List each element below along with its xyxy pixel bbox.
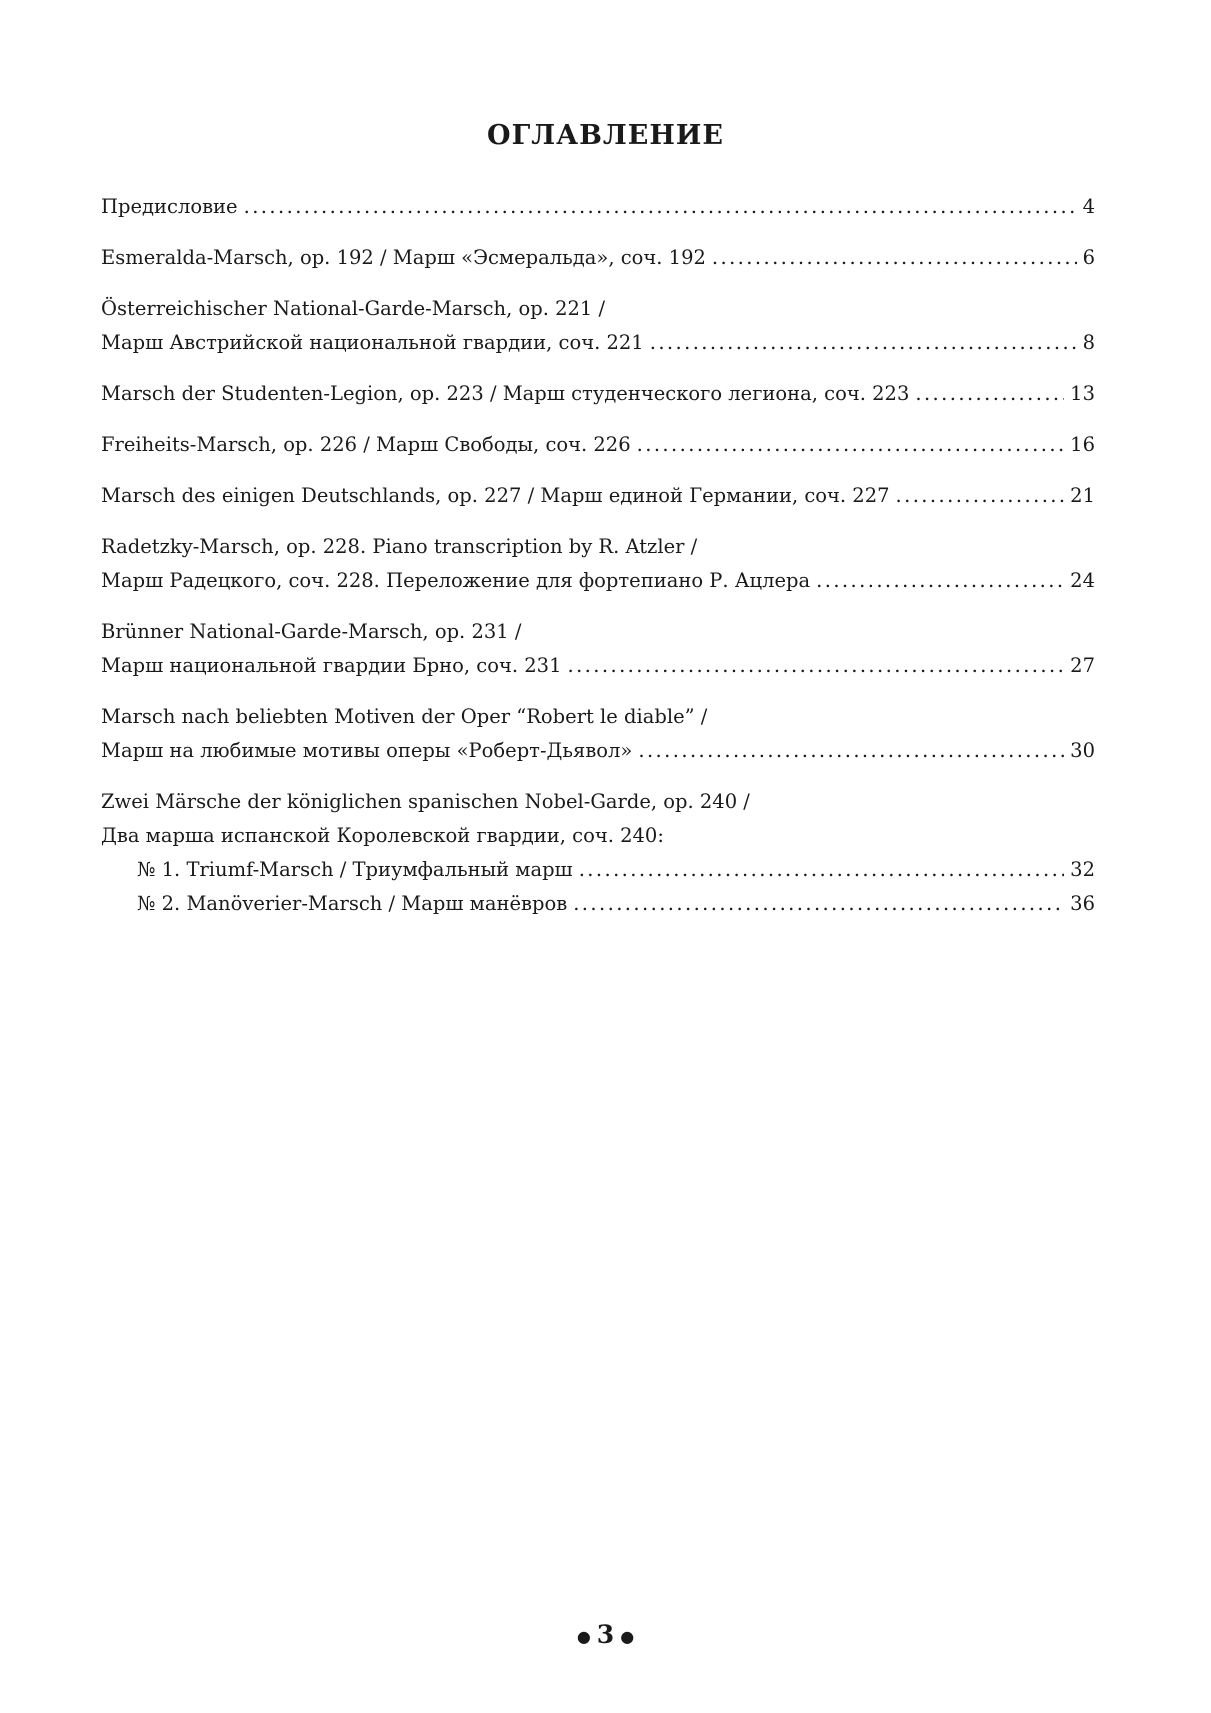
toc-line [101,241,1095,275]
dot-leader [650,326,1077,360]
dot-leader [638,734,1064,768]
toc-entry-title: Radetzky-Marsch, op. 228. Piano transcription by R. Atzler / [101,535,698,558]
toc-entry-title: Österreichischer National-Garde-Marsch, op. 221 / [101,297,606,320]
toc-page-number: 6 [1082,246,1095,269]
toc-page-number: 13 [1070,382,1095,405]
toc-line [101,326,1095,360]
toc-line [101,564,1095,598]
page-number-footer [0,1620,1211,1649]
dot-leader [573,887,1064,921]
toc-entry-title: Предисловие [101,195,238,218]
toc-line [101,377,1095,411]
table-of-contents [101,190,1095,927]
toc-entry-title: Marsch der Studenten-Legion, op. 223 / Марш студенческого легиона, соч. 223 [101,382,910,405]
bullet-icon: ● [620,1627,635,1646]
dot-leader [579,853,1064,887]
toc-page-number: 24 [1070,569,1095,592]
toc-page-number: 30 [1070,739,1095,762]
bullet-icon: ● [576,1627,591,1646]
toc-line [101,649,1095,683]
toc-sub-entry-manoverier[interactable] [101,887,1095,921]
toc-line [101,428,1095,462]
toc-line [101,734,1095,768]
toc-line [101,292,1095,326]
toc-entry-subtitle: Марш Австрийской национальной гвардии, соч. 221 [101,331,644,354]
dot-leader [712,241,1077,275]
toc-entry-studenten-legion[interactable] [101,377,1095,411]
dot-leader [915,377,1064,411]
toc-page-number: 16 [1070,433,1095,456]
dot-leader [816,564,1064,598]
toc-page-number: 21 [1070,484,1095,507]
toc-line [101,785,1095,819]
toc-entry-nobel-garde [101,785,1095,921]
dot-leader [637,428,1065,462]
toc-page-number: 32 [1070,858,1095,881]
toc-page-number: 36 [1070,892,1095,915]
toc-entry-title: Brünner National-Garde-Marsch, op. 231 / [101,620,522,643]
dot-leader [896,479,1065,513]
toc-entry-title: Marsch nach beliebten Motiven der Oper “Robert le diable” / [101,705,708,728]
page-title: ОГЛАВЛЕНИЕ [487,120,724,151]
toc-entry-robert-le-diable[interactable] [101,700,1095,768]
toc-entry-freiheits[interactable] [101,428,1095,462]
folio-number: 3 [596,1620,615,1649]
toc-line [101,819,1095,853]
toc-entry-title: Zwei Märsche der königlichen spanischen Nobel-Garde, op. 240 / [101,790,750,813]
toc-entry-deutschlands[interactable] [101,479,1095,513]
toc-page-number: 27 [1070,654,1095,677]
toc-entry-national-garde[interactable] [101,292,1095,360]
toc-line [101,700,1095,734]
toc-entry-preface[interactable] [101,190,1095,224]
toc-line [101,479,1095,513]
toc-entry-brunner[interactable] [101,615,1095,683]
dot-leader [567,649,1064,683]
toc-entry-title: Marsch des einigen Deutschlands, op. 227 / Марш единой Германии, соч. 227 [101,484,890,507]
toc-page-number: 4 [1082,195,1095,218]
dot-leader [244,190,1077,224]
toc-entry-title: № 2. Manöverier-Marsch / Марш манёвров [137,892,568,915]
toc-page-number: 8 [1082,331,1095,354]
toc-entry-title: Freiheits-Marsch, op. 226 / Марш Свободы, соч. 226 [101,433,631,456]
toc-entry-subtitle: Марш Радецкого, соч. 228. Переложение для фортепиано Р. Ацлера [101,569,811,592]
toc-entry-title: Esmeralda-Marsch, op. 192 / Марш «Эсмеральда», соч. 192 [101,246,706,269]
toc-entry-title: № 1. Triumf-Marsch / Триумфальный марш [137,858,573,881]
toc-entry-esmeralda[interactable] [101,241,1095,275]
toc-sub-entry-triumf[interactable] [101,853,1095,887]
toc-entry-subtitle: Марш на любимые мотивы оперы «Роберт-Дьявол» [101,739,633,762]
toc-line [101,530,1095,564]
toc-entry-subtitle: Марш национальной гвардии Брно, соч. 231 [101,654,562,677]
toc-line [101,615,1095,649]
toc-entry-subtitle: Два марша испанской Королевской гвардии, соч. 240: [101,824,664,847]
toc-line [101,190,1095,224]
toc-entry-radetzky[interactable] [101,530,1095,598]
